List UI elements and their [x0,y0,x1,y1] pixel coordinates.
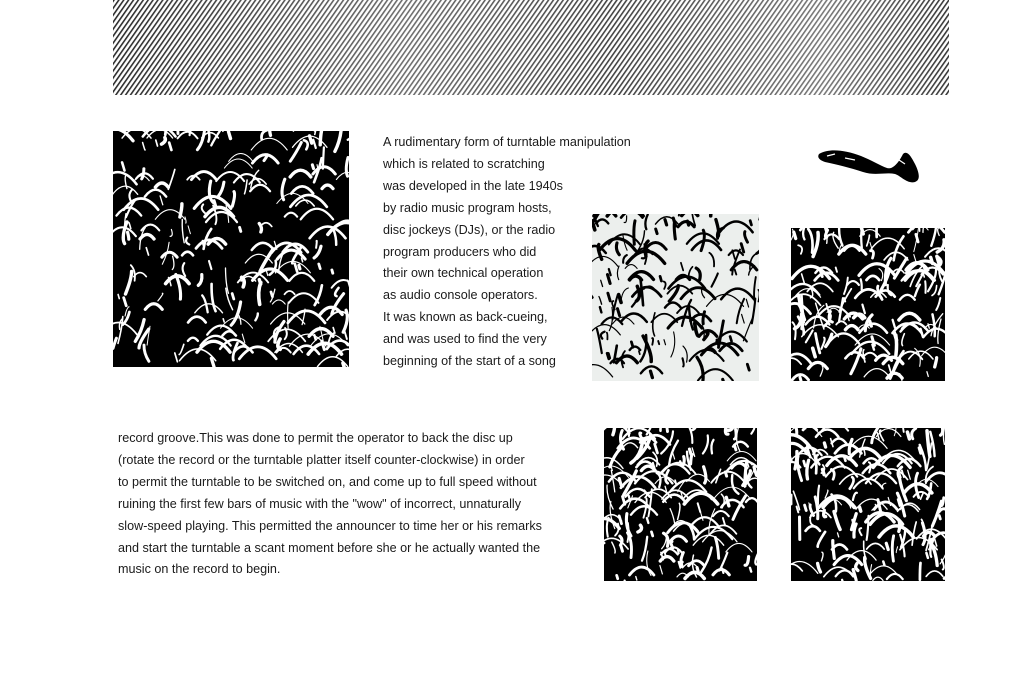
text-line: and start the turntable a scant moment before she or he actually wanted the [118,540,541,555]
text-line: which is related to scratching [383,156,545,171]
text-line: slow-speed playing. This permitted the announcer to time her or his remarks [118,518,542,533]
text-line: their own technical operation [383,266,544,281]
text-line: beginning of the start of a song [383,354,556,369]
text-line: A rudimentary form of turntable manipulation [383,135,631,149]
hatch-texture-band [113,0,949,95]
text-line: and was used to find the very [383,332,547,347]
text-line: music on the record to begin. [118,562,281,577]
brush-pattern-tile-dark-3 [791,428,945,581]
text-line: (rotate the record or the turntable platter itself counter-clockwise) in order [118,452,525,467]
text-line: record groove.This was done to permit the operator to back the disc up [118,431,513,445]
text-line: disc jockeys (DJs), or the radio [383,222,556,237]
text-line: was developed in the late 1940s [383,178,563,193]
brush-pattern-tile-large [113,131,349,367]
text-line: program producers who did [383,244,537,259]
text-line: ruining the first few bars of music with the "wow" of incorrect, unnaturally [118,496,522,511]
body-paragraph [118,428,588,581]
brush-pattern-tile-dark-1 [791,228,945,381]
brush-stroke-icon [815,140,925,190]
text-line: as audio console operators. [383,288,538,303]
brush-pattern-tile-light [592,214,759,381]
text-line: to permit the turntable to be switched on, and come up to full speed without [118,474,537,489]
text-line: It was known as back-cueing, [383,310,548,325]
text-line: by radio music program hosts, [383,200,552,215]
brush-pattern-tile-dark-2 [604,428,757,581]
